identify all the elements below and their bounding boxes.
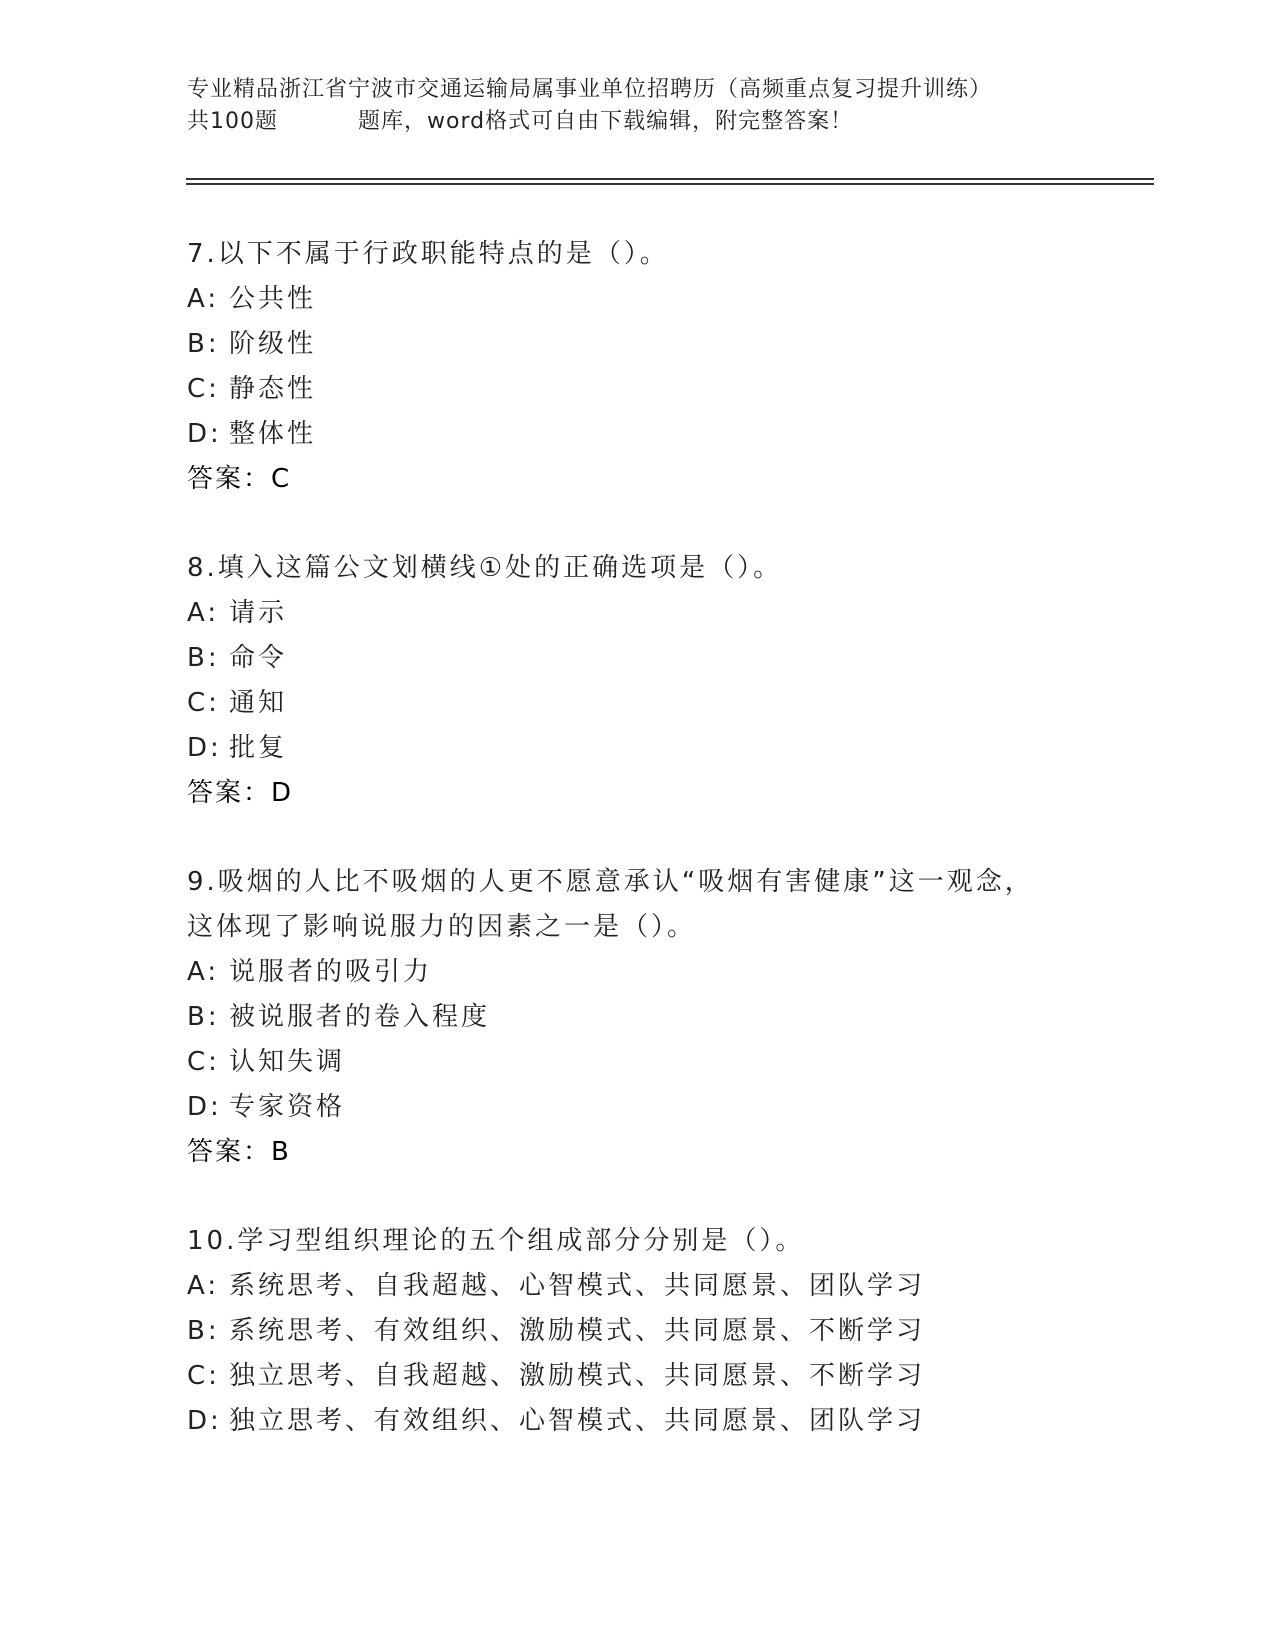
option-d	[187, 1399, 1147, 1444]
header-divider-bottom	[186, 183, 1154, 185]
option-text: 系统思考、有效组织、激励模式、共同愿景、不断学习	[229, 1316, 926, 1346]
header-subtitle-line	[187, 106, 1087, 138]
option-b	[187, 636, 1147, 681]
option-text: 请示	[229, 598, 288, 628]
question-list	[187, 232, 1147, 1488]
option-a	[187, 591, 1147, 636]
option-a	[187, 950, 1147, 995]
option-letter: D:	[187, 1406, 222, 1436]
option-letter: A:	[187, 957, 220, 987]
option-letter: C:	[187, 688, 220, 718]
option-text: 阶级性	[229, 329, 317, 359]
answer-label: 答案：	[187, 778, 272, 808]
option-text: 独立思考、自我超越、激励模式、共同愿景、不断学习	[229, 1361, 926, 1391]
question-count: 共100题	[187, 109, 278, 134]
option-d	[187, 726, 1147, 771]
option-c	[187, 1040, 1147, 1085]
answer-value: B	[271, 1137, 291, 1167]
option-letter: B:	[187, 1316, 220, 1346]
option-letter: C:	[187, 1047, 220, 1077]
option-letter: A:	[187, 598, 220, 628]
question-stem: 9.吸烟的人比不吸烟的人更不愿意承认“吸烟有害健康”这一观念， 这体现了影响说服力的因素之一是（）。	[187, 867, 1034, 942]
option-text: 独立思考、有效组织、心智模式、共同愿景、团队学习	[229, 1406, 926, 1436]
document-header	[187, 74, 1087, 138]
option-letter: A:	[187, 284, 220, 314]
option-letter: C:	[187, 374, 220, 404]
answer-line	[187, 457, 1147, 502]
option-letter: B:	[187, 329, 220, 359]
option-letter: C:	[187, 1361, 220, 1391]
header-title-line: 专业精品浙江省宁波市交通运输局属事业单位招聘历（高频重点复习提升训练）	[187, 77, 993, 102]
option-a	[187, 1264, 1147, 1309]
header-description: 题库，word格式可自由下载编辑，附完整答案！	[358, 109, 854, 134]
option-text: 通知	[229, 688, 288, 718]
answer-line	[187, 1130, 1147, 1175]
option-a	[187, 277, 1147, 322]
option-text: 被说服者的卷入程度	[229, 1002, 491, 1032]
question-stem: 7.以下不属于行政职能特点的是（）。	[187, 239, 669, 269]
option-letter: B:	[187, 643, 220, 673]
question-item	[187, 1219, 1147, 1444]
header-divider-top	[186, 178, 1154, 180]
option-text: 专家资格	[229, 1092, 346, 1122]
option-text: 说服者的吸引力	[229, 957, 433, 987]
question-stem: 10.学习型组织理论的五个组成部分分别是（）。	[187, 1226, 805, 1256]
option-b	[187, 995, 1147, 1040]
option-b	[187, 1309, 1147, 1354]
answer-line	[187, 771, 1147, 816]
option-d	[187, 1085, 1147, 1130]
option-c	[187, 1354, 1147, 1399]
option-letter: A:	[187, 1271, 220, 1301]
option-text: 系统思考、自我超越、心智模式、共同愿景、团队学习	[229, 1271, 926, 1301]
answer-value: C	[271, 464, 292, 494]
option-letter: B:	[187, 1002, 220, 1032]
option-letter: D:	[187, 1092, 222, 1122]
option-text: 认知失调	[229, 1047, 346, 1077]
answer-label: 答案：	[187, 1137, 272, 1167]
option-d	[187, 412, 1147, 457]
question-stem: 8.填入这篇公文划横线①处的正确选项是（）。	[187, 553, 783, 583]
option-text: 公共性	[229, 284, 317, 314]
question-item	[187, 546, 1147, 816]
option-c	[187, 367, 1147, 412]
option-letter: D:	[187, 733, 222, 763]
option-b	[187, 322, 1147, 367]
option-c	[187, 681, 1147, 726]
answer-value: D	[271, 778, 294, 808]
question-item	[187, 860, 1147, 1175]
option-text: 静态性	[229, 374, 317, 404]
question-item	[187, 232, 1147, 502]
answer-label: 答案：	[187, 464, 272, 494]
option-letter: D:	[187, 419, 222, 449]
option-text: 批复	[229, 733, 288, 763]
option-text: 整体性	[229, 419, 317, 449]
option-text: 命令	[229, 643, 288, 673]
